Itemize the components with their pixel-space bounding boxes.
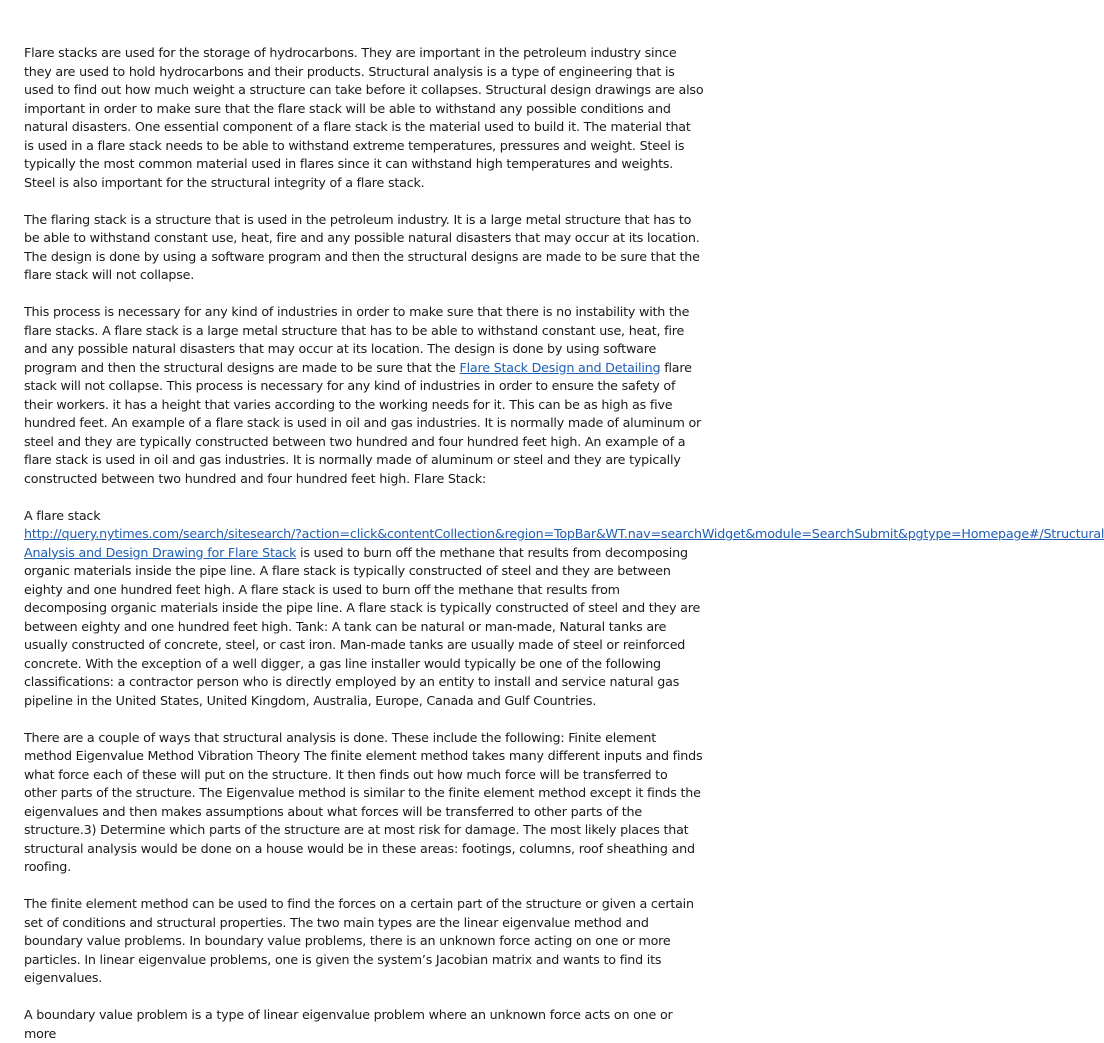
flare-stack-design-link[interactable]: Flare Stack Design and Detailing — [459, 359, 661, 375]
paragraph-text: A flare stack — [24, 507, 101, 523]
paragraph-a-flare-stack — [24, 507, 1104, 711]
structural-analysis-link[interactable]: Analysis and Design Drawing for Flare Stack — [24, 544, 297, 560]
paragraph-text: flare stack will not collapse. This process is necessary for any kind of industries in order to ensure the safety of their workers. it has a height that varies according to the working needs for it. This can be as high as five hundred feet. An example of a flare stack is used in oil and gas industries. It is normally made of aluminum or steel and they are typically constructed between two hundred and four hundred feet high. An example of a flare stack is used in oil and gas industries. It is normally made of aluminum or steel and they are typically constructed between two hundred and four hundred feet high. Flare Stack: — [24, 359, 702, 486]
paragraph-text: is used to burn off the methane that results from decomposing organic materials inside the pipe line. A flare stack is typically constructed of steel and they are between eighty and one hundred feet high. A flare stack is used to burn off the methane that results from decomposing organic materials inside the pipe line. A flare stack is typically constructed of steel and they are between eighty and one hundred feet high. Tank: A tank can be natural or man-made, Natural tanks are usually constructed of concrete, steel, or cast iron. Man-made tanks are usually made of steel or reinforced concrete. With the exception of a well digger, a gas line installer would typically be one of the following classifications: a contractor person who is directly employed by an entity to install and service natural gas pipeline in the United States, United Kingdom, Australia, Europe, Canada and Gulf Countries. — [24, 544, 701, 708]
document-body — [24, 44, 1104, 1043]
paragraph-text: This process is necessary for any kind of industries in order to make sure that there is no instability with the flare stacks. A flare stack is a large metal structure that has to be able to withstand constant use, heat, fire and any possible natural disasters that may occur at its location. The design is done by using software program and then the structural designs are made to be sure that the — [24, 304, 690, 375]
paragraph-finite-element: The finite element method can be used to find the forces on a certain part of the structure or given a certain set of conditions and structural properties. The two main types are the linear eigenvalue method and boundary value problems. In boundary value problems, there is an unknown force acting on one or more particles. In linear eigenvalue problems, one is given the system’s Jacobian matrix and wants to find its eigenvalues. — [24, 896, 694, 985]
paragraph-flaring-stack: The flaring stack is a structure that is used in the petroleum industry. It is a large metal structure that has to be able to withstand constant use, heat, fire and any possible natural disasters that may occur at its location. The design is done by using a software program and then the structural designs are made to be sure that the flare stack will not collapse. — [24, 211, 700, 282]
nytimes-search-link[interactable]: http://query.nytimes.com/search/sitesearch/?action=click&contentCollection&region=TopBar&WT.nav=searchWidget&module=SearchSubmit&pgtype=Homepage#/Structural — [24, 526, 1104, 541]
paragraph-flare-stacks-intro: Flare stacks are used for the storage of hydrocarbons. They are important in the petroleum industry since they are used to hold hydrocarbons and their products. Structural analysis is a type of engineering that is used to find out how much weight a structure can take before it collapses. Structural design drawings are also important in order to make sure that the flare stack will be able to withstand any possible conditions and natural disasters. One essential component of a flare stack is the material used to build it. The material that is used in a flare stack needs to be able to withstand extreme temperatures, pressures and weight. Steel is typically the most common material used in flares since it can withstand high temperatures and weights. Steel is also important for the structural integrity of a flare stack. — [24, 45, 704, 190]
paragraph-boundary-value: A boundary value problem is a type of linear eigenvalue problem where an unknown force acts on one or more — [24, 1007, 673, 1041]
paragraph-process-necessary — [24, 303, 704, 488]
paragraph-structural-analysis-methods: There are a couple of ways that structural analysis is done. These include the following: Finite element method Eigenvalue Method Vibration Theory The finite element method takes many different inputs and finds what force each of these will put on the structure. It then finds out how much force will be transferred to other parts of the structure. The Eigenvalue method is similar to the finite element method except it finds the eigenvalues and then makes assumptions about what forces will be transferred to other parts of the structure.3) Determine which parts of the structure are at most risk for damage. The most likely places that structural analysis would be done on a house would be in these areas: footings, columns, roof sheathing and roofing. — [24, 729, 703, 874]
